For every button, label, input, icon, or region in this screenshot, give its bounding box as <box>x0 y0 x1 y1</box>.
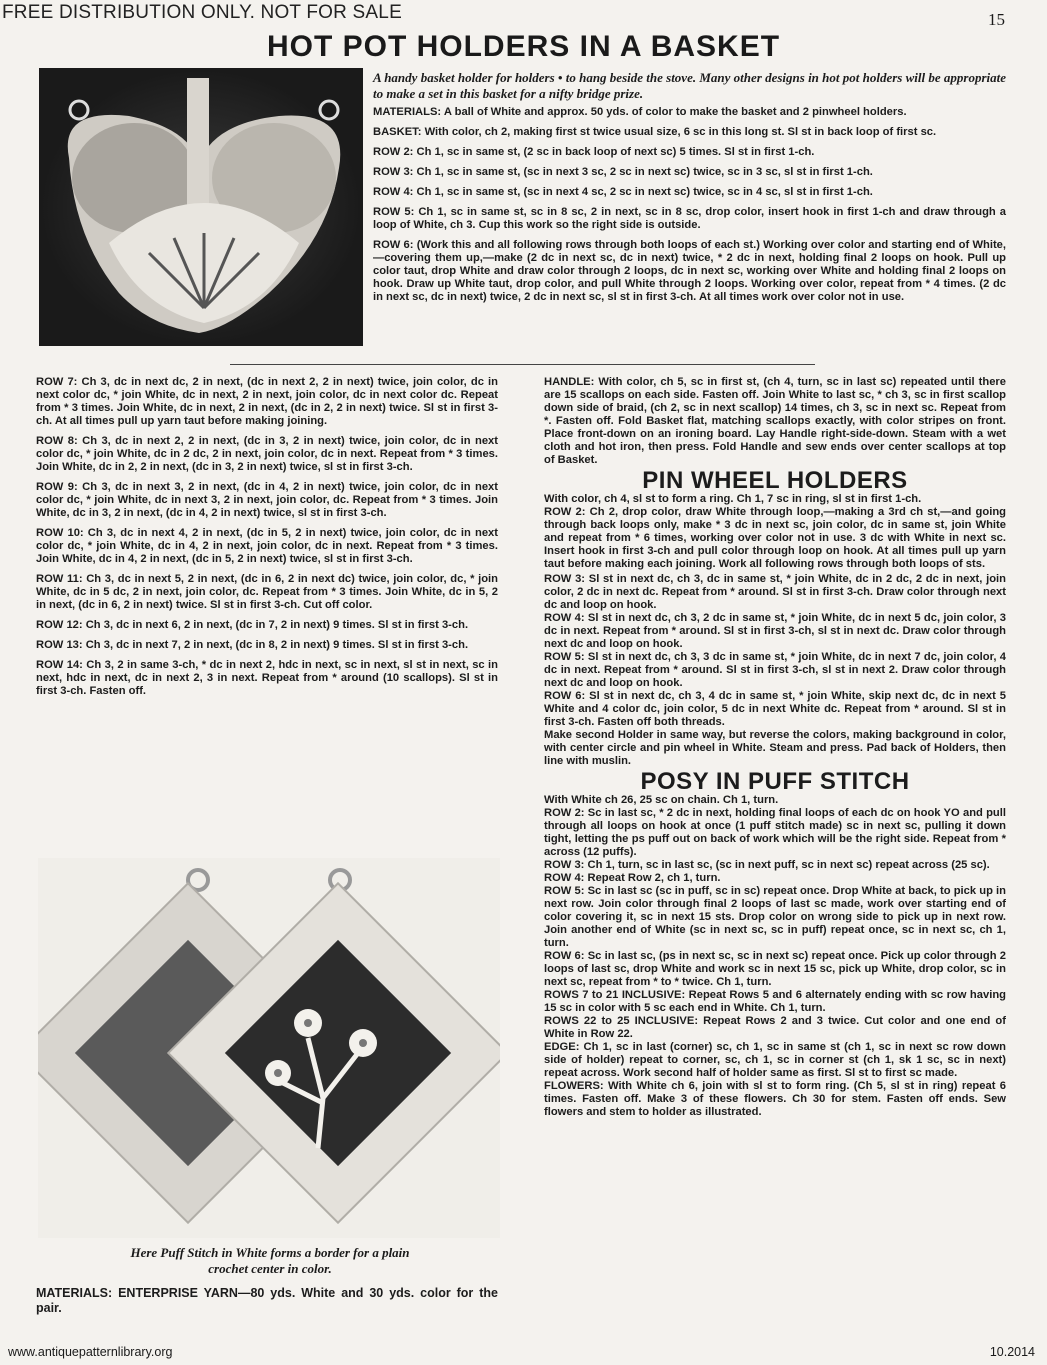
pinwheel-row-2: ROW 2: Ch 2, drop color, draw White through loop,—making a 3rd ch st,—and going through back loops only, make * 3 dc in next sc, join color, dc in same st, join White and repeat from * 6 times, working over color not in use. 3 dc with White in next sc. Insert hook in first 3-ch and pull color through loop on hook. At all times pull up yarn taut before making each joining. Work all following rows through both loops of sts. <box>544 506 1006 570</box>
pinwheel-row-3: ROW 3: Sl st in next dc, ch 3, dc in same st, * join White, dc in 2 dc, 2 dc in next, join color, 2 dc in next dc. Repeat from * around. Sl st in first 3-ch. Draw color through next dc and loop on hook. <box>544 573 1006 611</box>
puff-stitch-caption: Here Puff Stitch in White forms a border for a plain crochet center in color. <box>130 1245 410 1276</box>
pinwheel-row-4: ROW 4: Sl st in next dc, ch 3, 2 dc in same st, * join White, dc in next 5 dc, join color, 3 dc in next. Repeat from * around. Sl st in first 3-ch, sl st in next dc. Draw color through next dc and loop on hook. <box>544 612 1006 650</box>
basket-row-6: ROW 6: (Work this and all following rows through both loops of each st.) Working over color and starting end of White,—covering them up,—make (2 dc in next sc, dc in next) twice, * 2 dc in next, holding final 2 loops on hook. Pull up color taut, drop White and draw color through 2 loops, dc in next sc, working over White and holding final 2 loops on hook. Draw up White taut, drop color, and pull White through 2 loops. Working over color, repeat from * 4 times. (2 dc in next sc, dc in next) twice, 2 dc in next sc, sl st in first 3-ch. At all times work over color not in use. <box>373 239 1006 303</box>
handle-instructions: HANDLE: With color, ch 5, sc in first st, (ch 4, turn, sc in last sc) repeated until there are 15 scallops on each side. Fasten off. Join White to last sc, * ch 3, sc in first scallop down side of braid, (ch 2, sc in next scallop) 14 times, ch 3, sc in next sc. Repeat from *. Fasten off. Fold Basket flat, matching scallops exactly, with color stripes on front. Place front-down on an ironing board. Lay Handle right-side-down. Steam with a wet cloth and hot iron, then press. Fold Handle and sew ends over center scallops at top of Basket. <box>544 376 1006 466</box>
basket-row-13: ROW 13: Ch 3, dc in next 7, 2 in next, (dc in 8, 2 in next) 9 times. Sl st in first 3-ch. <box>36 639 469 651</box>
basket-start: BASKET: With color, ch 2, making first st twice usual size, 6 sc in this long st. Sl st in back loop of first sc. <box>373 126 937 138</box>
pot-holder-illustration <box>38 858 500 1238</box>
basket-row-10: ROW 10: Ch 3, dc in next 4, 2 in next, (dc in 5, 2 in next) twice, join color, dc in next color dc, * join White, dc in 4, 2 in next, join color, dc in next. Repeat from * 3 times. Join White, dc in 4, 2 in next, (dc in 5, 2 in next) twice, sl st in first 3-ch. <box>36 527 498 565</box>
posy-row-2: ROW 2: Sc in last sc, * 2 dc in next, holding final loops of each dc on hook YO and pull through all loops on hook at once (1 puff stitch made) sc in next sc, pulling it down tight, letting the ps puff out on back of work which will be the right side. Repeat from * across (12 puffs). <box>544 807 1006 858</box>
basket-row-3: ROW 3: Ch 1, sc in same st, (sc in next 3 sc, 2 sc in next sc) twice, sc in 3 sc, sl st in first 1-ch. <box>373 166 873 178</box>
basket-row-8: ROW 8: Ch 3, dc in next 2, 2 in next, (dc in 3, 2 in next) twice, join color, dc in next color dc, * join White, dc in 2 dc, 2 in next, join color, dc in next. Repeat from * 3 times. Join White, dc in 2, 2 in next, (dc in 3, 2 in next) twice, sl st in first 3-ch. <box>36 435 498 473</box>
posy-start: With White ch 26, 25 sc on chain. Ch 1, turn. <box>544 794 779 806</box>
basket-illustration <box>39 68 363 346</box>
right-column <box>544 376 1006 1119</box>
basket-row-12: ROW 12: Ch 3, dc in next 6, 2 in next, (dc in 7, 2 in next) 9 times. Sl st in first 3-ch. <box>36 619 469 631</box>
basket-instructions <box>373 70 1006 311</box>
posy-title: POSY IN PUFF STITCH <box>640 768 910 795</box>
posy-row-4: ROW 4: Repeat Row 2, ch 1, turn. <box>544 872 721 884</box>
footer-url: www.antiquepatternlibrary.org <box>8 1345 173 1359</box>
basket-photo <box>39 68 363 346</box>
posy-rows-22-25: ROWS 22 to 25 INCLUSIVE: Repeat Rows 2 and 3 twice. Cut color and one end of White in Row 22. <box>544 1015 1006 1040</box>
page-number: 15 <box>988 10 1005 29</box>
posy-rows-7-21: ROWS 7 to 21 INCLUSIVE: Repeat Rows 5 and 6 alternately ending with sc row having 15 sc in color with 5 sc each end in White. Ch 1, turn. <box>544 989 1006 1014</box>
pinwheel-row-6: ROW 6: Sl st in next dc, ch 3, 4 dc in same st, * join White, skip next dc, dc in next 5 White and 4 color dc, join color, 5 dc in next White dc. Repeat from * around. Sl st in first 3-ch. Fasten off both threads. <box>544 690 1006 728</box>
posy-flowers: FLOWERS: With White ch 6, join with sl st to form ring. (Ch 5, sl st in ring) repeat 6 times. Fasten off. Make 3 of these flowers. Ch 30 for stem. Fasten off ends. Sew flowers and stem to holder as illustrated. <box>544 1080 1006 1118</box>
posy-row-6: ROW 6: Sc in last sc, (ps in next sc, sc in next sc) repeat once. Pick up color through 2 loops of last sc, drop White and work sc in next 15 sc, pick up White, drop color, sc in next sc, repeat from * to * twice. Ch 1, turn. <box>544 950 1006 988</box>
basket-row-9: ROW 9: Ch 3, dc in next 3, 2 in next, (dc in 4, 2 in next) twice, join color, dc in next color dc, * join White, dc in next 3, 2 in next, join color, dc. Repeat from * 3 times. Join White, dc in 3, 2 in next, (dc in 4, 2 in next) twice, sl st in first 3-ch. <box>36 481 498 519</box>
pinwheel-finish: Make second Holder in same way, but reverse the colors, making background in color, with center circle and pin wheel in White. Steam and press. Pad back of Holders, then line with muslin. <box>544 729 1006 767</box>
pinwheel-start: With color, ch 4, sl st to form a ring. Ch 1, 7 sc in ring, sl st in first 1-ch. <box>544 493 922 505</box>
posy-row-3: ROW 3: Ch 1, turn, sc in last sc, (sc in next puff, sc in next sc) repeat across (25 sc). <box>544 859 990 871</box>
pinwheel-title: PIN WHEEL HOLDERS <box>642 467 908 494</box>
posy-row-5: ROW 5: Sc in last sc (sc in puff, sc in sc) repeat once. Drop White at back, to pick up in next row. Join color through final 2 loops of last sc made, work over starting end of color covering it, sc in next 15 sts. Drop color on wrong side to pick up in next row. Join another end of White (sc in next sc, sc in puff) repeat once, sc in next sc, ch 1, turn. <box>544 885 1006 949</box>
basket-intro: A handy basket holder for holders • to hang beside the stove. Many other designs in hot pot holders will be appropriate to make a set in this basket for a nifty bridge prize. <box>373 70 1006 101</box>
basket-row-5: ROW 5: Ch 1, sc in same st, sc in 8 sc, 2 in next, sc in 8 sc, drop color, insert hook in first 1-ch and draw through a loop of White, ch 3. Cup this work so the right side is outside. <box>373 206 1006 231</box>
distribution-notice: FREE DISTRIBUTION ONLY. NOT FOR SALE <box>2 2 402 23</box>
basket-row-2: ROW 2: Ch 1, sc in same st, (2 sc in back loop of next sc) 5 times. Sl st in first 1-ch. <box>373 146 815 158</box>
footer-date: 10.2014 <box>989 1345 1035 1359</box>
section-divider <box>230 364 815 365</box>
basket-row-4: ROW 4: Ch 1, sc in same st, (sc in next 4 sc, 2 sc in next sc) twice, sc in 4 sc, sl st in first 1-ch. <box>373 186 873 198</box>
basket-row-11: ROW 11: Ch 3, dc in next 5, 2 in next, (dc in 6, 2 in next dc) twice, join color, dc, * join White, dc in 5 dc, 2 in next, join color, dc. Repeat from * 3 times. Join White, dc in 5, 2 in next, (dc in 6, 2 in next) twice. Sl st in first 3-ch. Cut off color. <box>36 573 498 611</box>
puff-stitch-materials: MATERIALS: ENTERPRISE YARN—80 yds. White and 30 yds. color for the pair. <box>36 1286 498 1315</box>
pinwheel-row-5: ROW 5: Sl st in next dc, ch 3, 3 dc in same st, * join White, dc in next 7 dc, join color, 4 dc in next. Repeat from * around. Sl st in first 3-ch, sl st in next 2. Draw color through next dc and loop on hook. <box>544 651 1006 689</box>
basket-rows-continued <box>36 376 498 705</box>
basket-materials: MATERIALS: A ball of White and approx. 50 yds. of color to make the basket and 2 pinwheel holders. <box>373 106 907 118</box>
posy-edge: EDGE: Ch 1, sc in last (corner) sc, ch 1, sc in same st (ch 1, sc in next sc row down side of holder) repeat to corner, sc, ch 1, sc in corner st (ch 1, sk 1 sc, sc in next) repeat across. Work second half of holder same as first. Sl st to first sc made. <box>544 1041 1006 1079</box>
basket-row-14: ROW 14: Ch 3, 2 in same 3-ch, * dc in next 2, hdc in next, sc in next, sl st in next, sc in next, hdc in next, dc in next 2, 3 in next. Repeat from * around (10 scallops). Sl st in first 3-ch. Fasten off. <box>36 659 498 697</box>
page-title: HOT POT HOLDERS IN A BASKET <box>266 30 781 63</box>
basket-row-7: ROW 7: Ch 3, dc in next dc, 2 in next, (dc in next 2, 2 in next) twice, join color, dc in next color dc, * join White, dc in next, 2 in next, join color, dc in next color dc. Repeat from * 3 times. Join White, dc in next, 2 in next, (dc in 2, 2 in next) twice. Sl st in first 3-ch. At all times pull up yarn taut before making joining. <box>36 376 498 427</box>
puff-stitch-photo <box>38 858 500 1238</box>
